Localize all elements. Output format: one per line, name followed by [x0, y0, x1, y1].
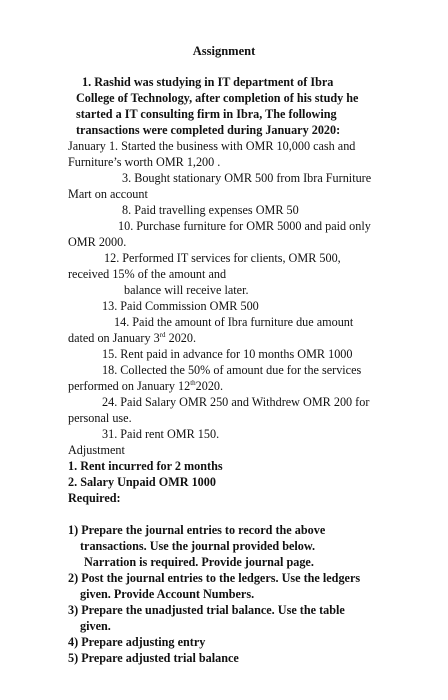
transaction-24-line-2: personal use. — [68, 411, 132, 425]
question-heading-line-1: 1. Rashid was studying in IT department of Ibra — [82, 75, 334, 89]
required-item-1-line-3: Narration is required. Provide journal page. — [84, 555, 314, 569]
transaction-3-line-1: 3. Bought stationary OMR 500 from Ibra Furniture — [122, 171, 372, 185]
transaction-3-line-2: Mart on account — [68, 187, 148, 201]
transaction-jan-1-line-2: Furniture’s worth OMR 1,200 . — [68, 155, 221, 169]
transaction-8: 8. Paid travelling expenses OMR 50 — [122, 203, 299, 217]
adjustment-item-2: 2. Salary Unpaid OMR 1000 — [68, 475, 216, 489]
adjustment-heading: Adjustment — [68, 443, 125, 457]
transaction-31: 31. Paid rent OMR 150. — [102, 427, 220, 441]
required-item-2-line-2: given. Provide Account Numbers. — [80, 587, 255, 601]
transaction-24-line-1: 24. Paid Salary OMR 250 and Withdrew OMR 200 for — [102, 395, 370, 409]
required-item-3-line-2: given. — [80, 619, 111, 633]
transaction-13: 13. Paid Commission OMR 500 — [102, 299, 259, 313]
required-item-5: 5) Prepare adjusted trial balance — [68, 651, 239, 665]
transaction-18-line-1: 18. Collected the 50% of amount due for the services — [102, 363, 362, 377]
transaction-15: 15. Rent paid in advance for 10 months OMR 1000 — [102, 347, 353, 361]
transaction-10-line-1: 10. Purchase furniture for OMR 5000 and paid only — [118, 219, 371, 233]
transaction-14-line-1: 14. Paid the amount of Ibra furniture due amount — [114, 315, 354, 329]
required-item-2-line-1: 2) Post the journal entries to the ledgers. Use the ledgers — [68, 571, 361, 585]
transaction-jan-1-line-1: January 1. Started the business with OMR 10,000 cash and — [68, 139, 356, 153]
question-heading-line-3: started a IT consulting firm in Ibra, The following — [76, 107, 337, 121]
transaction-12-line-2: received 15% of the amount and — [68, 267, 227, 281]
adjustment-item-1: 1. Rent incurred for 2 months — [68, 459, 223, 473]
page-title: Assignment — [192, 44, 256, 58]
transaction-10-line-2: OMR 2000. — [68, 235, 127, 249]
transaction-12-line-1: 12. Performed IT services for clients, OMR 500, — [104, 251, 341, 265]
transaction-14-line-2: dated on January 3rd 2020. — [68, 330, 197, 345]
question-heading-line-4: transactions were completed during January 2020: — [76, 123, 341, 137]
transaction-18-line-2: performed on January 12th2020. — [68, 378, 224, 393]
required-item-4: 4) Prepare adjusting entry — [68, 635, 206, 649]
question-heading-line-2: College of Technology, after completion of his study he — [76, 91, 359, 105]
required-item-3-line-1: 3) Prepare the unadjusted trial balance. Use the table — [68, 603, 345, 617]
required-heading: Required: — [68, 491, 121, 505]
required-item-1-line-2: transactions. Use the journal provided below. — [80, 539, 316, 553]
transaction-12-line-3: balance will receive later. — [124, 283, 249, 297]
required-item-1-line-1: 1) Prepare the journal entries to record the above — [68, 523, 326, 537]
